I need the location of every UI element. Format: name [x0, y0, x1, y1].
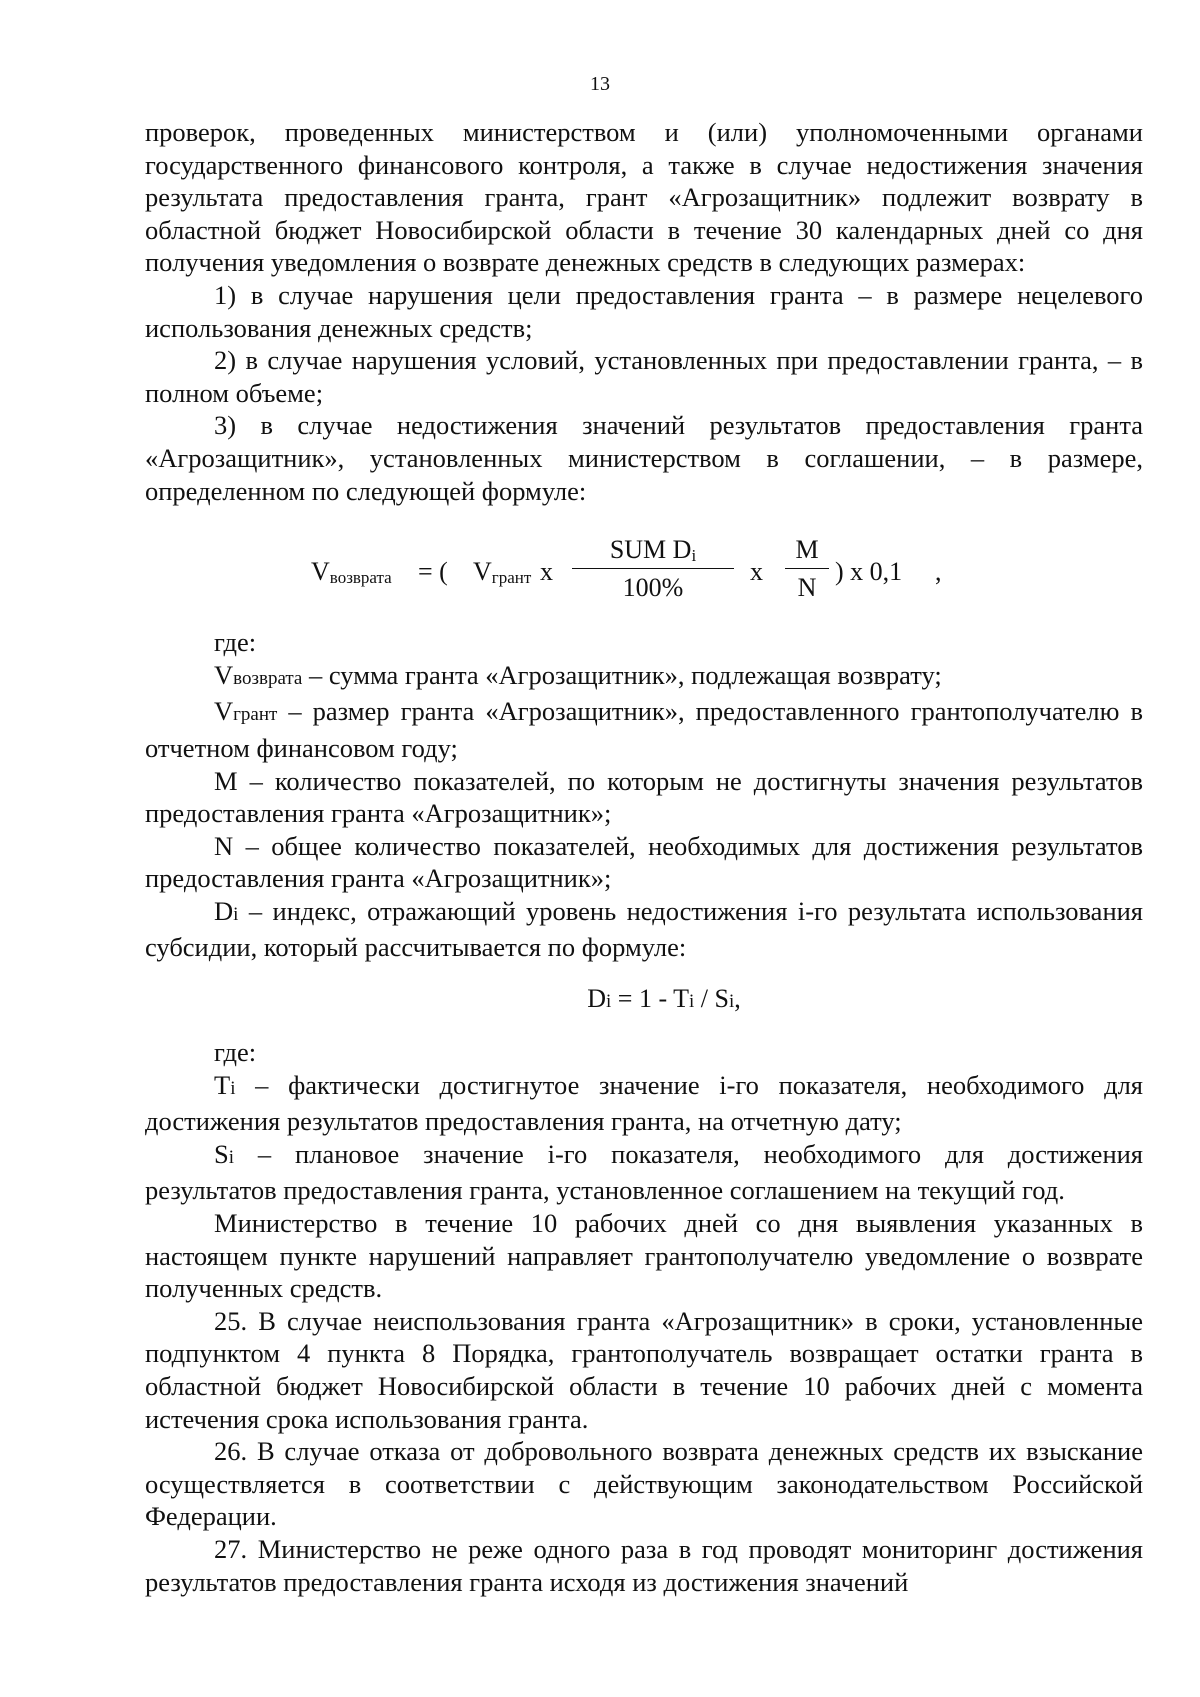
di-formula: Di = 1 - Ti / Si,	[587, 984, 741, 1014]
paragraph-continuation: проверок, проведенных министерством и (или) уполномоченными органами государственного финансового контроля, а также в случае недостижения значения результата предоставления гранта, грант «Агрозащитник» подлежит возврату в областной бюджет Новосибирской области в течение 30 календарных дней со дня получения уведомления о возврате денежных средств в следующих размерах:	[145, 117, 1143, 278]
definition-di: Di – индекс, отражающий уровень недостижения i-го результата использования субсидии, который рассчитывается по формуле:	[145, 895, 1143, 963]
formula-v-grant: Vгрант	[473, 557, 532, 588]
formula-fraction-sum	[572, 534, 734, 614]
fraction-line	[785, 568, 829, 569]
definition-v-return: Vвозврата – сумма гранта «Агрозащитник», подлежащая возврату;	[214, 659, 942, 690]
paragraph-item-3: 3) в случае недостижения значений результатов предоставления гранта «Агрозащитник», установленных министерством в соглашении, – в размере, определенном по следующей формуле:	[145, 410, 1143, 506]
definition-ti: Ti – фактически достигнутое значение i-го показателя, необходимого для достижения результатов предоставления гранта, на отчетную дату;	[145, 1069, 1143, 1137]
fraction-line	[572, 568, 734, 569]
paragraph-25: 25. В случае неиспользования гранта «Агрозащитник» в сроки, установленные подпунктом 4 пункта 8 Порядка, грантополучатель возвращает остатки гранта в областной бюджет Новосибирской области в течение 10 рабочих дней с момента истечения срока использования гранта.	[145, 1305, 1143, 1434]
fraction-n: N	[797, 573, 817, 603]
return-formula	[145, 534, 1143, 616]
paragraph-notice: Министерство в течение 10 рабочих дней со дня выявления указанных в настоящем пункте нарушений направляет грантополучателю уведомление о возврате полученных средств.	[145, 1208, 1143, 1304]
formula-times-2: x	[750, 557, 763, 587]
document-body	[145, 116, 1143, 1598]
fraction-m: M	[795, 535, 819, 565]
formula-comma: ,	[935, 557, 942, 587]
definition-n: N – общее количество показателей, необходимых для достижения результатов предоставления гранта «Агрозащитник»;	[145, 830, 1143, 894]
fraction-denominator: 100%	[622, 573, 684, 603]
where-label-1: где:	[214, 627, 257, 658]
paragraph-27: 27. Министерство не реже одного раза в год проводят мониторинг достижения результатов предоставления гранта исходя из достижения значений	[145, 1533, 1143, 1597]
formula-tail: ) x 0,1	[835, 557, 903, 587]
paragraph-26: 26. В случае отказа от добровольного возврата денежных средств их взыскание осуществляется в соответствии с действующим законодательством Российской Федерации.	[145, 1436, 1143, 1532]
formula-times-1: x	[540, 557, 553, 587]
formula-v-return: Vвозврата	[311, 557, 392, 588]
definition-m: M – количество показателей, по которым не достигнуты значения результатов предоставления гранта «Агрозащитник»;	[145, 765, 1143, 829]
paragraph-item-1: 1) в случае нарушения цели предоставления гранта – в размере нецелевого использования денежных средств;	[145, 279, 1143, 343]
page-number: 13	[590, 73, 610, 95]
paragraph-item-2: 2) в случае нарушения условий, установленных при предоставлении гранта, – в полном объеме;	[145, 345, 1143, 408]
formula-open: = (	[418, 557, 448, 587]
definition-si: Si – плановое значение i-го показателя, необходимого для достижения результатов предоставления гранта, установленное соглашением на текущий год.	[145, 1138, 1143, 1206]
formula-fraction-mn	[785, 534, 829, 614]
where-label-2: где:	[214, 1037, 257, 1068]
fraction-numerator: SUM Di	[609, 535, 697, 566]
definition-v-grant: Vгрант – размер гранта «Агрозащитник», предоставленного грантополучателю в отчетном финансовом году;	[145, 696, 1143, 763]
